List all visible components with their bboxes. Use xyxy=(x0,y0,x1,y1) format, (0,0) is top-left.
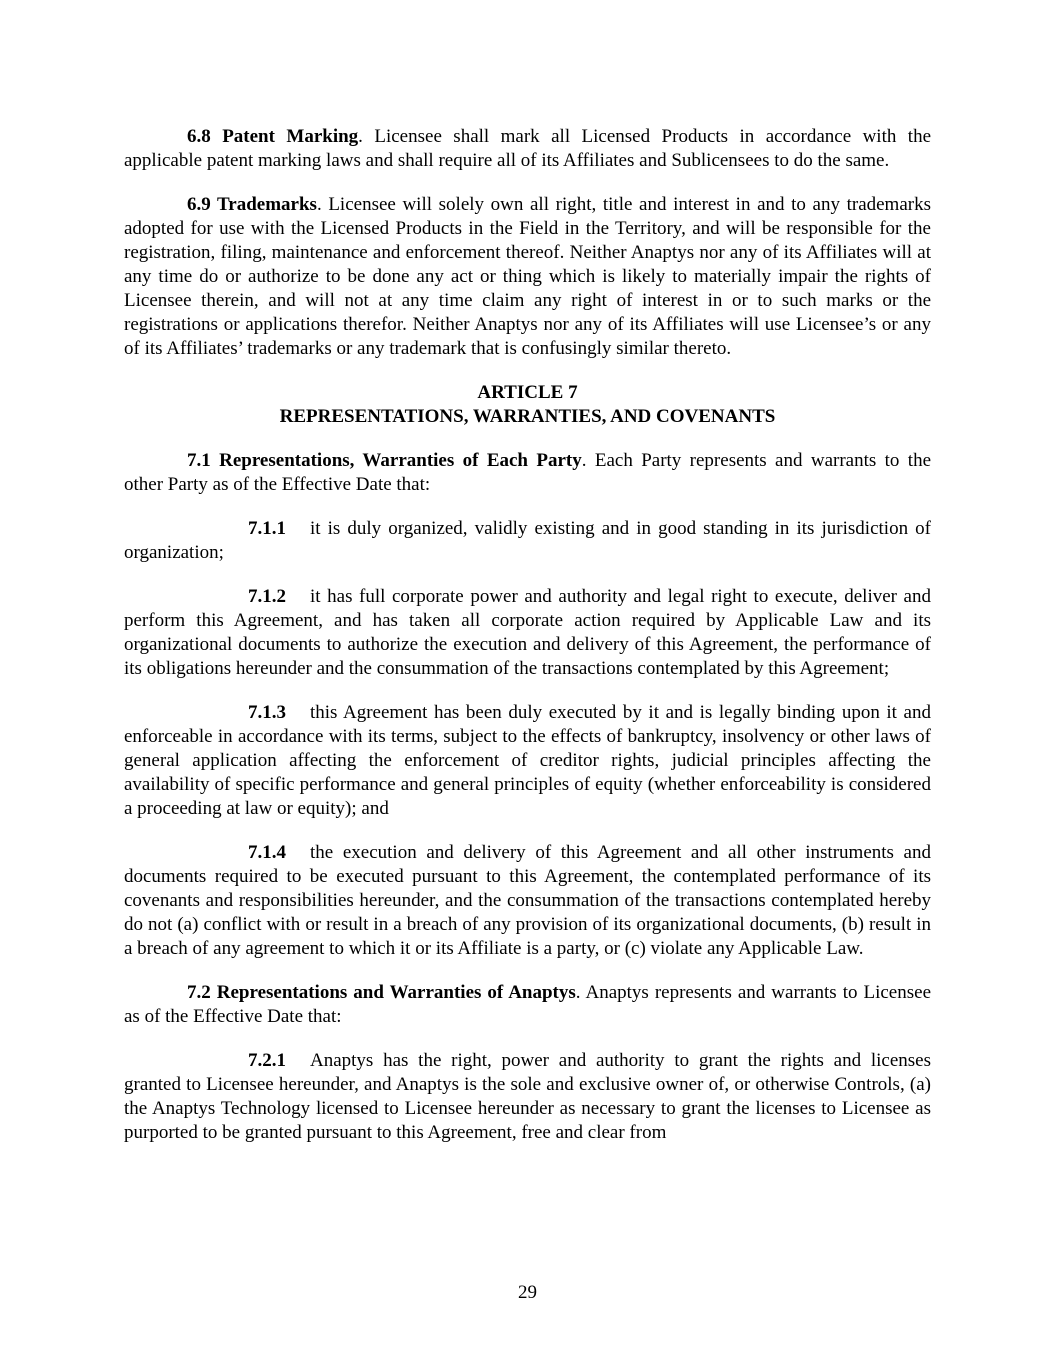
section-7-2-1-number: 7.2.1 xyxy=(248,1050,286,1071)
article-7-subtitle: REPRESENTATIONS, WARRANTIES, AND COVENANTS xyxy=(279,406,776,427)
section-6-9-heading: 6.9 Trademarks xyxy=(187,194,317,215)
section-7-1-3 xyxy=(124,701,931,821)
section-7-1-1 xyxy=(124,517,931,565)
section-6-9-text: . Licensee will solely own all right, title and interest in and to any trademarks adopted for use with the Licensed Products in the Field in the Territory, and will be responsible for the registration, filing, maintenance and enforcement thereof. Neither Anaptys nor any of its Affiliates will at any time do or authorize to be done any act or thing which is likely to materially impair the rights of Licensee therein, and will not at any time claim any right of interest in or to such marks or the registrations or applications therefor. Neither Anaptys nor any of its Affiliates will use Licensee’s or any of its Affiliates’ trademarks or any trademark that is confusingly similar thereto. xyxy=(124,194,931,359)
section-7-1-1-number: 7.1.1 xyxy=(248,518,286,539)
section-7-2 xyxy=(124,981,931,1029)
section-7-2-1 xyxy=(124,1049,931,1145)
article-7-title: ARTICLE 7 xyxy=(477,382,578,403)
section-7-1-2 xyxy=(124,585,931,681)
section-7-1-1-text: it is duly organized, validly existing and in good standing in its jurisdiction of organization; xyxy=(124,518,931,563)
section-7-1-2-number: 7.1.2 xyxy=(248,586,286,607)
article-7-heading xyxy=(124,381,931,429)
section-7-1-3-number: 7.1.3 xyxy=(248,702,286,723)
section-7-1-4-number: 7.1.4 xyxy=(248,842,286,863)
section-7-1-3-text: this Agreement has been duly executed by it and is legally binding upon it and enforceable in accordance with its terms, subject to the effects of bankruptcy, insolvency or other laws of general application affecting the enforcement of creditor rights, judicial principles affecting the availability of specific performance and general principles of equity (whether enforceability is considered a proceeding at law or equity); and xyxy=(124,702,931,819)
section-7-2-1-text: Anaptys has the right, power and authority to grant the rights and licenses granted to Licensee hereunder, and Anaptys is the sole and exclusive owner of, or otherwise Controls, (a) the Anaptys Technology licensed to Licensee hereunder as necessary to grant the licenses to Licensee as purported to be granted pursuant to this Agreement, free and clear from xyxy=(124,1050,931,1143)
section-7-1-4 xyxy=(124,841,931,961)
section-6-8-text: . Licensee shall mark all Licensed Products in accordance with the applicable patent marking laws and shall require all of its Affiliates and Sublicensees to do the same. xyxy=(124,126,931,171)
section-7-1 xyxy=(124,449,931,497)
section-7-1-2-text: it has full corporate power and authority and legal right to execute, deliver and perform this Agreement, and has taken all corporate action required by Applicable Law and its organizational documents to authorize the execution and delivery of this Agreement, the performance of its obligations hereunder and the consummation of the transactions contemplated by this Agreement; xyxy=(124,586,931,679)
section-7-1-heading: 7.1 Representations, Warranties of Each Party xyxy=(187,450,582,471)
document-page xyxy=(124,125,931,1165)
page-number: 29 xyxy=(518,1282,537,1303)
section-7-2-text: . Anaptys represents and warrants to Licensee as of the Effective Date that: xyxy=(124,982,932,1027)
section-7-2-heading: 7.2 Representations and Warranties of Anaptys xyxy=(187,982,576,1003)
section-6-8 xyxy=(124,125,931,173)
section-7-1-4-text: the execution and delivery of this Agreement and all other instruments and documents required to be executed pursuant to this Agreement, the contemplated performance of its covenants and responsibilities hereunder, and the consummation of the transactions contemplated hereby do not (a) conflict with or result in a breach of any provision of its organizational documents, (b) result in a breach of any agreement to which it or its Affiliate is a party, or (c) violate any Applicable Law. xyxy=(124,842,931,959)
section-7-1-text: . Each Party represents and warrants to the other Party as of the Effective Date that: xyxy=(124,450,932,495)
section-6-8-heading: 6.8 Patent Marking xyxy=(187,126,359,147)
section-6-9 xyxy=(124,193,931,361)
